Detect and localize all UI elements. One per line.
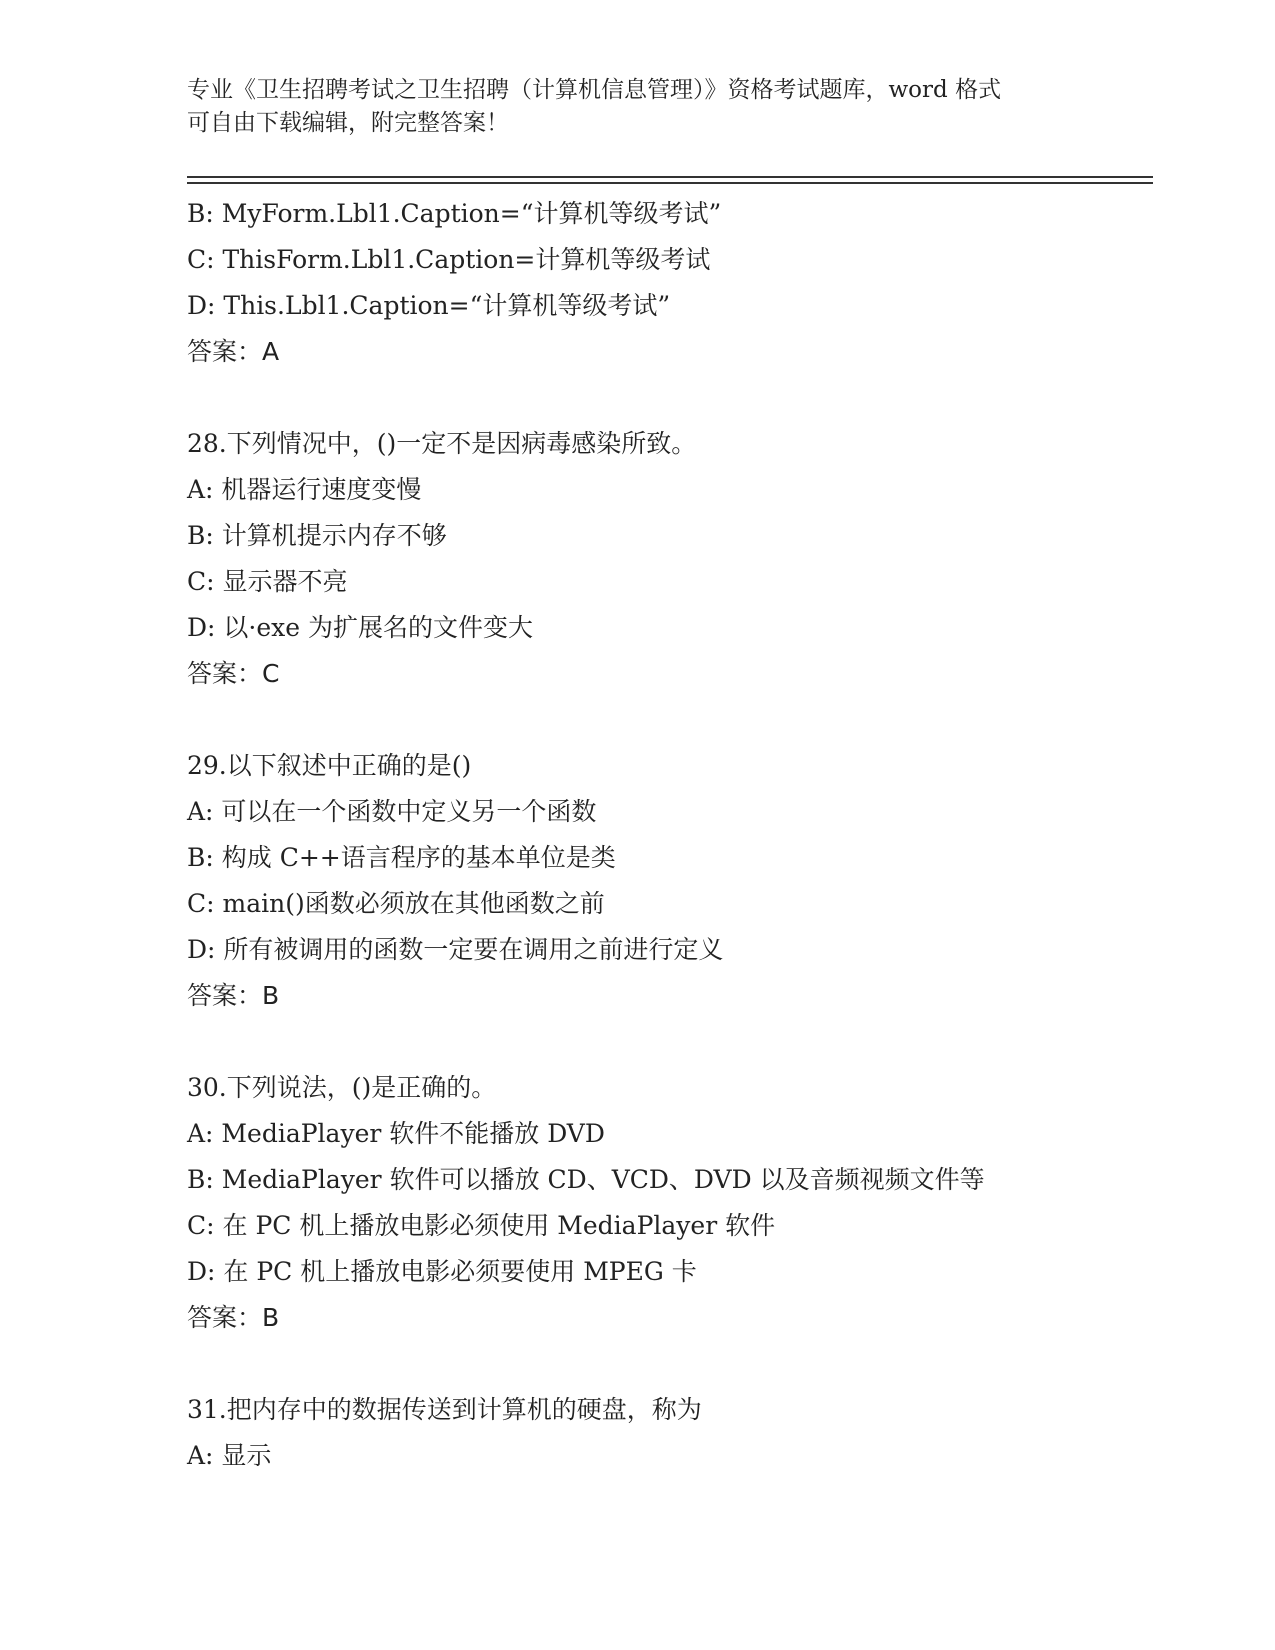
option-d: D: 所有被调用的函数一定要在调用之前进行定义 xyxy=(187,935,724,964)
spacer xyxy=(187,1341,1187,1387)
header-divider-bottom xyxy=(187,182,1153,184)
option-b: B: MediaPlayer 软件可以播放 CD、VCD、DVD 以及音频视频文件等 xyxy=(187,1165,985,1194)
option-b: B: MyForm.Lbl1.Caption=“计算机等级考试” xyxy=(187,199,722,228)
question-stem: 28.下列情况中，()一定不是因病毒感染所致。 xyxy=(187,429,697,458)
answer-label: 答案：A xyxy=(187,337,280,366)
option-d: D: 以·exe 为扩展名的文件变大 xyxy=(187,613,533,642)
question-31 xyxy=(187,1387,1187,1479)
option-a: A: 显示 xyxy=(187,1441,272,1470)
header-line-1: 专业《卫生招聘考试之卫生招聘（计算机信息管理）》资格考试题库，word 格式 xyxy=(187,77,1002,103)
question-27-continued xyxy=(187,191,1187,375)
option-a: A: MediaPlayer 软件不能播放 DVD xyxy=(187,1119,605,1148)
question-stem: 30.下列说法，()是正确的。 xyxy=(187,1073,497,1102)
option-a: A: 可以在一个函数中定义另一个函数 xyxy=(187,797,597,826)
question-stem: 31.把内存中的数据传送到计算机的硬盘，称为 xyxy=(187,1395,702,1424)
spacer xyxy=(187,697,1187,743)
option-b: B: 计算机提示内存不够 xyxy=(187,521,447,550)
option-d: D: 在 PC 机上播放电影必须要使用 MPEG 卡 xyxy=(187,1257,697,1286)
answer-label: 答案：B xyxy=(187,1303,280,1332)
question-30 xyxy=(187,1065,1187,1341)
option-a: A: 机器运行速度变慢 xyxy=(187,475,422,504)
document-header xyxy=(187,74,1087,140)
spacer xyxy=(187,1019,1187,1065)
header-divider-top xyxy=(187,176,1153,178)
answer-label: 答案：C xyxy=(187,659,280,688)
spacer xyxy=(187,375,1187,421)
question-29 xyxy=(187,743,1187,1019)
question-28 xyxy=(187,421,1187,697)
option-c: C: ThisForm.Lbl1.Caption=计算机等级考试 xyxy=(187,245,711,274)
option-c: C: 在 PC 机上播放电影必须使用 MediaPlayer 软件 xyxy=(187,1211,776,1240)
option-d: D: This.Lbl1.Caption=“计算机等级考试” xyxy=(187,291,671,320)
option-b: B: 构成 C++语言程序的基本单位是类 xyxy=(187,843,616,872)
option-c: C: 显示器不亮 xyxy=(187,567,348,596)
header-line-2: 可自由下载编辑，附完整答案！ xyxy=(187,110,509,136)
option-c: C: main()函数必须放在其他函数之前 xyxy=(187,889,605,918)
question-list xyxy=(187,191,1187,1479)
question-stem: 29.以下叙述中正确的是() xyxy=(187,751,472,780)
answer-label: 答案：B xyxy=(187,981,280,1010)
